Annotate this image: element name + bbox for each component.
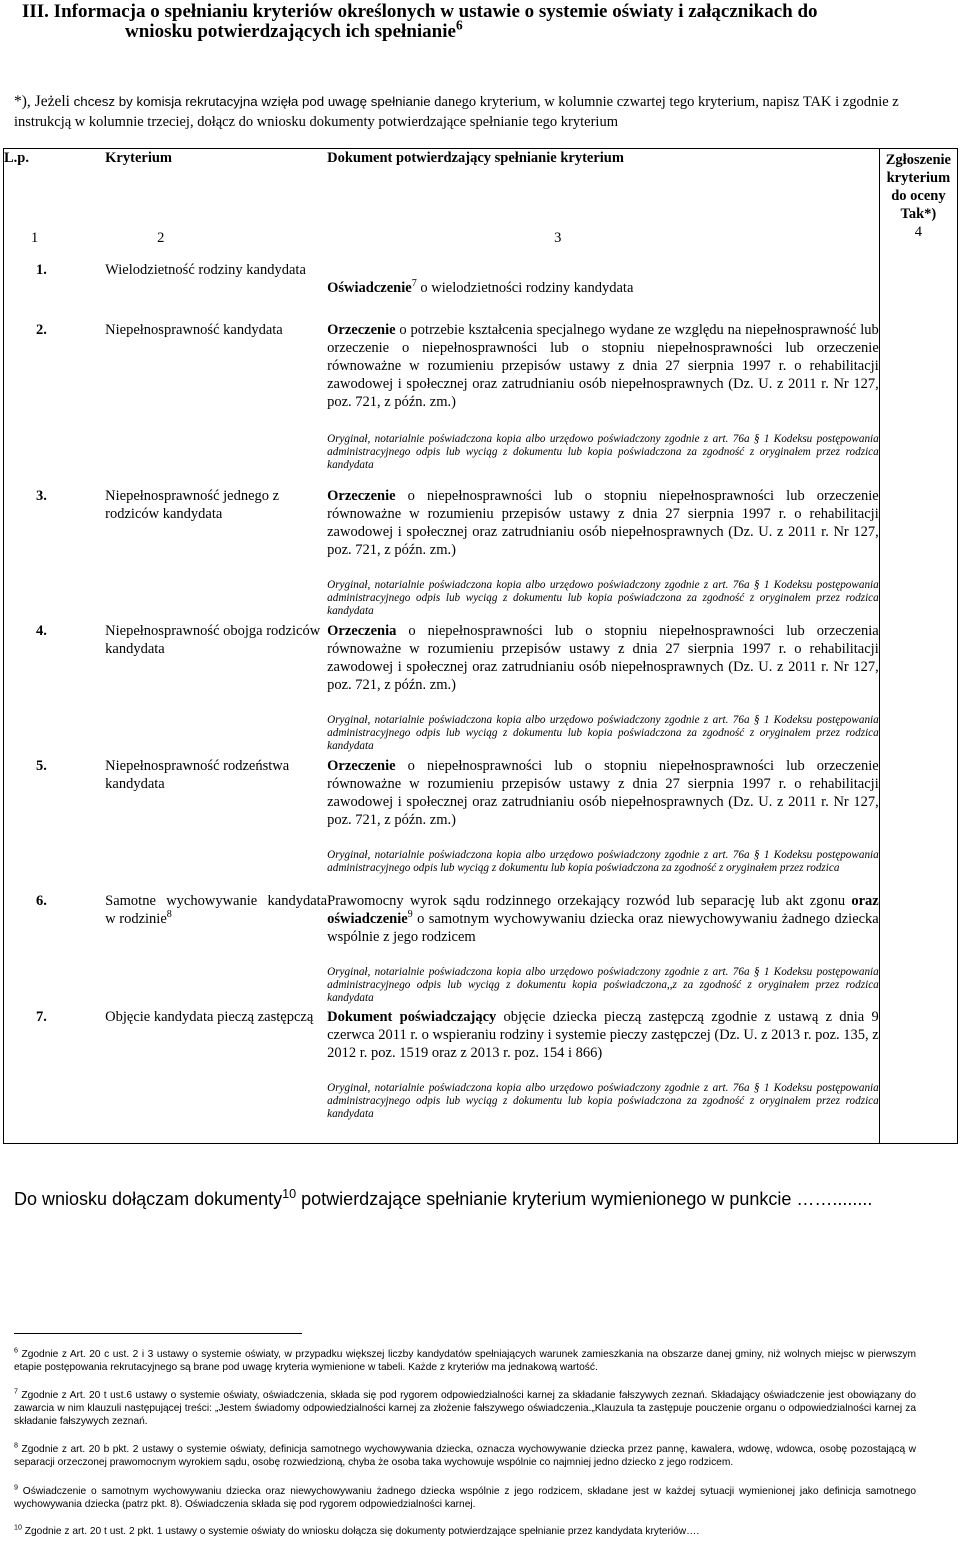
row-dokument: Prawomocny wyrok sądu rodzinnego orzekający rozwód lub separację lub akt zgonu oraz oświadczenie$^9$ o samotnym wychowywaniu dziecka oraz niewychowywaniu żadnego dziecka wspólnie z jego rodzicem Oryginał, notarialnie poświadczona kopia albo urzędowo poświadczony zgodnie z art. 76a § 1 Kodeksu postępowania administracyjnego odpis lub wyciąg z dokumentu kopia poświadczona,,z za zgodność z oryginałem przez rodzica kandydata xyxy=(327,893,879,1004)
row-note: Oryginał, notarialnie poświadczona kopia albo urzędowo poświadczony zgodnie z art. 76a § 1 Kodeksu postępowania administracyjnego odpis lub wyciąg z dokumentu lub kopia poświadczona za zgodność z oryginałem przez rodzica kandydata xyxy=(327,433,879,471)
row-dokument: Orzeczenie o niepełnosprawności lub o stopniu niepełnosprawności lub orzeczenie równoważne w rozumieniu przepisów ustawy z dnia 27 sierpnia 1997 r. o rehabilitacji zawodowej i społecznej oraz zatrudnianiu osób niepełnosprawnych (Dz. U. z 2011 r. Nr 127, poz. 721, z późn. zm.) Oryginał, notarialnie poświadczona kopia albo urzędowo poświadczony zgodnie z art. 76a § 1 Kodeksu postępowania administracyjnego odpis lub wyciąg z dokumentu lub kopia poświadczona za zgodność z oryginałem przez rodzica kandydata xyxy=(327,488,879,617)
table-row xyxy=(4,1008,958,1144)
row-number: 3. xyxy=(36,488,47,504)
row-note: Oryginał, notarialnie poświadczona kopia albo urzędowo poświadczony zgodnie z art. 76a § 1 Kodeksu postępowania administracyjnego odpis lub wyciąg z dokumentu lub kopia poświadczona za zgodność z oryginałem przez rodzica kandydata xyxy=(327,1082,879,1120)
row-number: 1. xyxy=(36,262,47,278)
section-title xyxy=(22,2,937,42)
table-header-row xyxy=(4,149,958,224)
title-line1: III. Informacja o spełnianiu kryteriów określonych w ustawie o systemie oświaty i załącznikach do xyxy=(22,1,818,22)
title-line2: wniosku potwierdzających ich spełnianie xyxy=(125,21,456,42)
intro-jezeli: Jeżeli xyxy=(34,93,70,110)
row-zgloszenie-cell[interactable] xyxy=(879,892,957,1008)
header-zgloszenie: Zgłoszenie kryterium do oceny Tak*) xyxy=(879,149,957,224)
row-note: Oryginał, notarialnie poświadczona kopia albo urzędowo poświadczony zgodnie z art. 76a § 1 Kodeksu postępowania administracyjnego odpis lub wyciąg z dokumentu lub kopia poświadczona za zgodność z oryginałem przez rodzica kandydata xyxy=(327,579,879,617)
intro-rest: danego kryterium, w kolumnie czwartej tego kryterium, napisz TAK i zgodnie z instrukcją w kolumnie trzeciej, dołącz do wniosku dokumenty potwierdzające spełnianie tego kryterium xyxy=(14,94,899,130)
row-dokument: Dokument poświadczający objęcie dziecka pieczą zastępczą zgodnie z ustawą z dnia 9 czerwca 2011 r. o wspieraniu rodziny i systemie pieczy zastępczej (Dz. U. z 2013 r. poz. 135, z 2012 r. poz. 1519 oraz z 2013 r. poz. 154 i 866) Oryginał, notarialnie poświadczona kopia albo urzędowo poświadczony zgodnie z art. 76a § 1 Kodeksu postępowania administracyjnego odpis lub wyciąg z dokumentu lub kopia poświadczona za zgodność z oryginałem przez rodzica kandydata xyxy=(327,1009,879,1120)
column-number-row xyxy=(4,223,958,261)
row-note: Oryginał, notarialnie poświadczona kopia albo urzędowo poświadczony zgodnie z art. 76a § 1 Kodeksu postępowania administracyjnego odpis lub wyciąg z dokumentu lub kopia poświadczona za zgodność z oryginałem przez rodzica kandydata xyxy=(327,714,879,752)
row-kryterium: Samotne wychowywanie kandydata w rodzinie$^8$ xyxy=(105,893,328,927)
table-row xyxy=(4,622,958,757)
row-zgloszenie-cell[interactable] xyxy=(879,1008,957,1144)
row-zgloszenie-cell[interactable] xyxy=(879,757,957,892)
table-row xyxy=(4,892,958,1008)
colnum-3: 3 xyxy=(554,230,562,246)
header-kryterium: Kryterium xyxy=(105,150,172,166)
row-kryterium: Wielodzietność rodziny kandydata xyxy=(105,262,306,278)
colnum-1: 1 xyxy=(30,230,39,246)
footnote-6: $^6$ Zgodnie z Art. 20 c ust. 2 i 3 ustawy o systemie oświaty, w przypadku większej liczby kandydatów spełniających warunek zamieszkania na obszarze danej gminy, niż wolnych miejsc w pierwszym etapie postępowania rekrutacyjnego są brane pod uwagę kryteria wymienione w tabeli. Każde z kryteriów ma jednakową wartość. xyxy=(14,1346,916,1373)
row-number: 4. xyxy=(36,623,47,639)
criteria-table xyxy=(3,148,958,1144)
table-row xyxy=(4,487,958,622)
footnote-7: $^7$ Zgodnie z Art. 20 t ust.6 ustawy o systemie oświaty, oświadczenia, składa się pod rygorem odpowiedzialności karnej za składanie fałszywych zeznań. Składający oświadczenie jest obowiązany do zawarcia w nim klauzuli następującej treści: „Jestem świadomy odpowiedzialności karnej za złożenie fałszywego oświadczenia.„Klauzula ta zastępuje pouczenie organu o odpowiedzialności karnej za składanie fałszywych zeznań. xyxy=(14,1387,916,1427)
footnote-8: $^8$ Zgodnie z art. 20 b pkt. 2 ustawy o systemie oświaty, definicja samotnego wychowywania dziecka, oznacza wychowywanie dziecka przez pannę, kawalera, wdowę, wdowca, osobę pozostającą w separacji orzeczonej prawomocnym wyrokiem sądu, osobę rozwiedzioną, chyba że osoba taka wychowuje wspólnie co najmniej jedno dziecko z jego rodzicem. xyxy=(14,1441,916,1468)
footnote-10: $^{10}$ Zgodnie z art. 20 t ust. 2 pkt. 1 ustawy o systemie oświaty do wniosku dołącza się dokumenty potwierdzające spełnianie przez kandydata kryteriów…. xyxy=(14,1523,700,1537)
header-dokument: Dokument potwierdzający spełnianie kryterium xyxy=(327,150,624,166)
attachment-statement: Do wniosku dołączam dokumenty$^{10}$ potwierdzające spełnianie kryterium wymienionego w punkcie ……........ xyxy=(14,1187,873,1209)
row-note: Oryginał, notarialnie poświadczona kopia albo urzędowo poświadczony zgodnie z art. 76a § 1 Kodeksu postępowania administracyjnego odpis lub wyciąg z dokumentu lub kopia poświadczona za zgodność z oryginałem przez rodzica xyxy=(327,849,879,874)
row-dokument: Orzeczenie o potrzebie kształcenia specjalnego wydane ze względu na niepełnosprawność lub orzeczenie o niepełnosprawności lub o stopniu niepełnosprawności lub orzeczenie równoważne w rozumieniu przepisów ustawy z dnia 27 sierpnia 1997 r. o rehabilitacji zawodowej i społecznej oraz zatrudnianiu osób niepełnosprawnych (Dz. U. z 2011 r. Nr 127, poz. 721, z późn. zm.) Oryginał, notarialnie poświadczona kopia albo urzędowo poświadczony zgodnie z art. 76a § 1 Kodeksu postępowania administracyjnego odpis lub wyciąg z dokumentu lub kopia poświadczona za zgodność z oryginałem przez rodzica kandydata xyxy=(327,322,879,471)
intro-paragraph xyxy=(14,92,934,132)
row-kryterium: Objęcie kandydata pieczą zastępczą xyxy=(105,1009,314,1025)
row-number: 2. xyxy=(36,322,47,338)
row-dokument: Oświadczenie$^7$ o wielodzietności rodziny kandydata xyxy=(327,278,634,296)
row-kryterium: Niepełnosprawność kandydata xyxy=(105,322,283,338)
header-lp: L.p. xyxy=(4,150,29,166)
row-number: 5. xyxy=(36,758,47,774)
title-footnote-ref: 6 xyxy=(455,17,463,33)
row-kryterium: Niepełnosprawność jednego z rodziców kandydata xyxy=(105,488,280,522)
footnote-separator xyxy=(14,1333,302,1334)
table-row xyxy=(4,757,958,892)
row-number: 6. xyxy=(36,893,47,909)
row-kryterium: Niepełnosprawność rodzeństwa kandydata xyxy=(105,758,290,792)
intro-sans: chcesz by komisja rekrutacyjna wzięła pod uwagę spełnianie xyxy=(69,94,431,109)
row-zgloszenie-cell[interactable] xyxy=(879,622,957,757)
row-dokument: Orzeczenia o niepełnosprawności lub o stopniu niepełnosprawności lub orzeczenia równoważne w rozumieniu przepisów ustawy z dnia 27 sierpnia 1997 r. o rehabilitacji zawodowej i społecznej oraz zatrudnianiu osób niepełnosprawnych (Dz. U. z 2011 r. Nr 127, poz. 721, z późn. zm.) Oryginał, notarialnie poświadczona kopia albo urzędowo poświadczony zgodnie z art. 76a § 1 Kodeksu postępowania administracyjnego odpis lub wyciąg z dokumentu lub kopia poświadczona za zgodność z oryginałem przez rodzica kandydata xyxy=(327,623,879,752)
colnum-4: 4 xyxy=(879,223,957,261)
footnote-9: $^9$ Oświadczenie o samotnym wychowywaniu dziecka oraz niewychowywaniu żadnego dziecka wspólnie z jego rodzicem, składane jest w każdej sytuacji wymienionej jako definicja samotnego wychowywania dziecka (patrz pkt. 8). Oświadczenia składa się pod rygorem odpowiedzialności karnej. xyxy=(14,1483,916,1510)
intro-prefix: *), xyxy=(14,93,35,110)
row-zgloszenie-cell[interactable] xyxy=(879,321,957,487)
table-row xyxy=(4,321,958,487)
row-number: 7. xyxy=(36,1009,47,1025)
row-zgloszenie-cell[interactable] xyxy=(879,487,957,622)
row-kryterium: Niepełnosprawność obojga rodziców kandydata xyxy=(105,623,321,657)
table-row xyxy=(4,261,958,321)
colnum-2: 2 xyxy=(157,230,165,246)
row-dokument: Orzeczenie o niepełnosprawności lub o stopniu niepełnosprawności lub orzeczenie równoważne w rozumieniu przepisów ustawy z dnia 27 sierpnia 1997 r. o rehabilitacji zawodowej i społecznej oraz zatrudnianiu osób niepełnosprawnych (Dz. U. z 2011 r. Nr 127, poz. 721, z późn. zm.) Oryginał, notarialnie poświadczona kopia albo urzędowo poświadczony zgodnie z art. 76a § 1 Kodeksu postępowania administracyjnego odpis lub wyciąg z dokumentu lub kopia poświadczona za zgodność z oryginałem przez rodzica xyxy=(327,758,879,874)
row-note: Oryginał, notarialnie poświadczona kopia albo urzędowo poświadczony zgodnie z art. 76a § 1 Kodeksu postępowania administracyjnego odpis lub wyciąg z dokumentu kopia poświadczona,,z za zgodność z oryginałem przez rodzica kandydata xyxy=(327,966,879,1004)
row-zgloszenie-cell[interactable] xyxy=(879,261,957,321)
